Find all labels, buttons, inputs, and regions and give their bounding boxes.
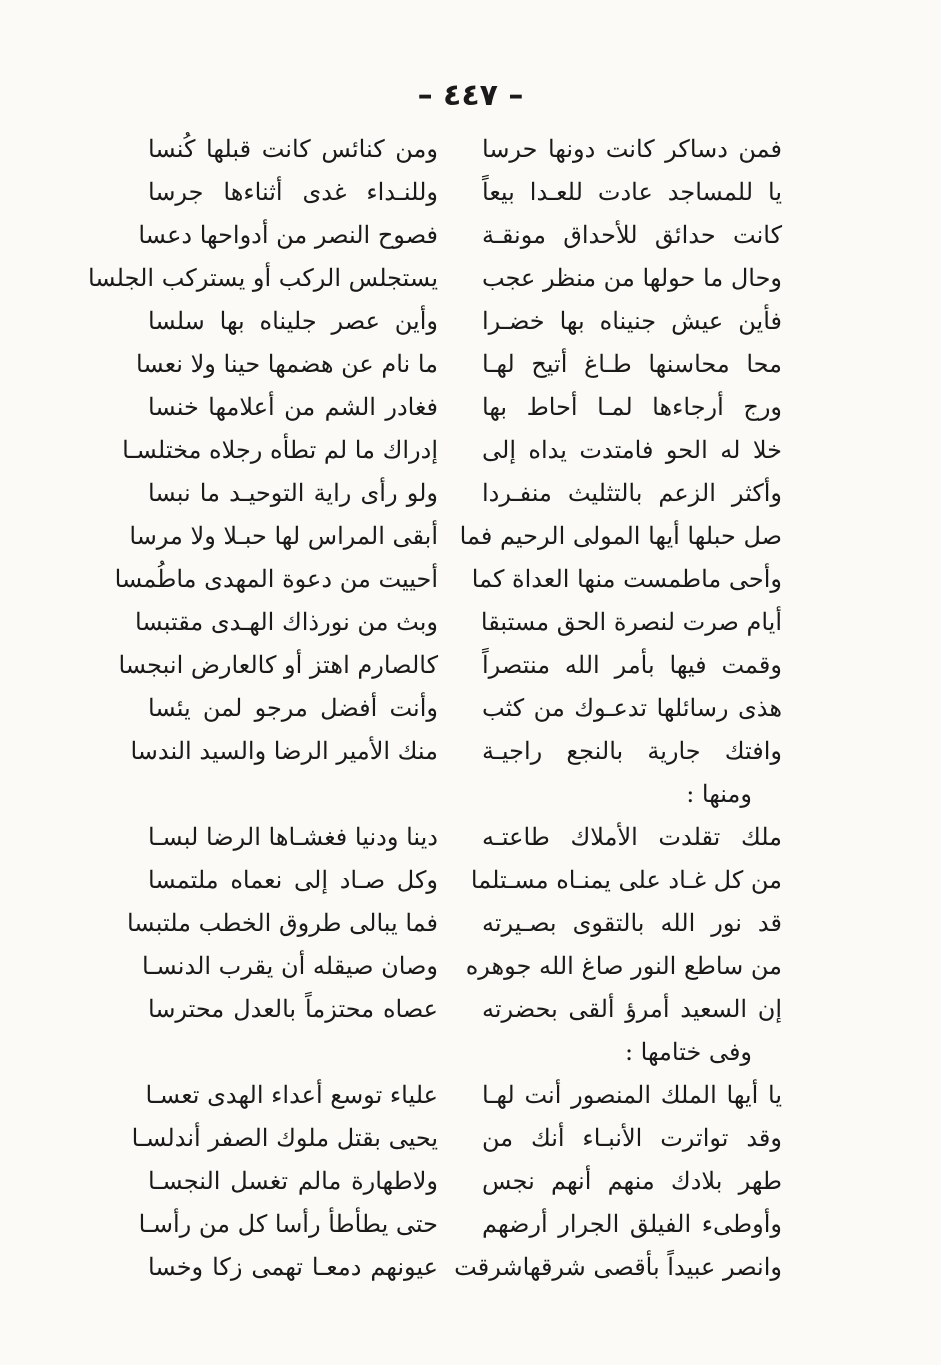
verse-line: من كل غـاد على يمنـاه مسـتلما [470, 866, 782, 894]
verse-line: أبقى المراس لها حبـلا ولا مرسا [129, 522, 438, 550]
verse-line: فمن دساكر كانت دونها حرسا [482, 135, 782, 163]
verse-line: وقد تواترت الأنبـاء أنك من [482, 1124, 782, 1152]
verse-line: فغادر الشم من أعلامها خنسا [148, 393, 438, 421]
verse-line: طهر بلادك منهم أنهم نجس [482, 1167, 782, 1195]
verse-line: قد نور الله بالتقوى بصـيرته [482, 909, 782, 937]
verse-line: ما نام عن هضمها حينا ولا نعسا [136, 350, 438, 378]
verse-line: إدراك ما لم تطأه رجلاه مختلسـا [122, 436, 438, 464]
verse-line: منك الأمير الرضا والسيد الندسا [130, 737, 438, 765]
verse-line: هذى رسائلها تدعـوك من كثب [482, 694, 782, 722]
verse-line: وبث من نورذاك الهـدى مقتبسا [135, 608, 438, 636]
verse-line: إن السعيد أمرؤ ألقى بحضرته [482, 995, 782, 1023]
verse-line: يا للمساجد عادت للعـدا بيعاً [482, 178, 782, 206]
verse-line: عيونهم دمعـا تهمى زكا وخسا [148, 1253, 438, 1281]
verse-line: فصوح النصر من أدواحها دعسا [138, 221, 438, 249]
verse-line: وأوطىء الفيلق الجرار أرضهم [482, 1210, 782, 1238]
verse-line: من ساطع النور صاغ الله جوهره [465, 952, 782, 980]
verse-line: وافتك جارية بالنجع راجيـة [482, 737, 782, 765]
verse-line: أيام صرت لنصرة الحق مستبقا [480, 608, 782, 636]
verse-line: ملك تقلدت الأملاك طاعتـه [482, 823, 782, 851]
verse-line: وكل صـاد إلى نعماه ملتمسا [148, 866, 438, 894]
verse-line: ورج أرجاءها لمـا أحاط بها [482, 393, 782, 421]
verse-line: حتى يطأطأ رأسا كل من رأسـا [138, 1210, 438, 1238]
verse-line: وقمت فيها بأمر الله منتصراً [482, 651, 782, 679]
verse-line: يستجلس الركب أو يستركب الجلسا [87, 264, 438, 292]
verse-line: محا محاسنها طـاغ أتيح لهـا [482, 350, 782, 378]
verse-line: وانصر عبيداً بأقصى شرقهاشرقت [454, 1253, 782, 1281]
verse-line: علياء توسع أعداء الهدى تعسـا [145, 1081, 438, 1109]
verse-line: كانت حدائق للأحداق مونقـة [482, 221, 782, 249]
verse-line: وصان صيقله أن يقرب الدنسـا [142, 952, 438, 980]
verse-line: ومن كنائس كانت قبلها كُنسا [148, 135, 438, 163]
verse-line: كالصارم اهتز أو كالعارض انبجسا [118, 651, 438, 679]
section-gap [148, 1031, 438, 1074]
section-header: ومنها : [686, 780, 752, 808]
right-column [454, 128, 782, 1289]
verse-line: أحييت من دعوة المهدى ماطُمسا [114, 565, 438, 593]
section-gap [148, 773, 438, 816]
verse-line: وأنت أفضل مرجو لمن يئسا [148, 694, 438, 722]
verse-line: ولو رأى راية التوحيـد ما نبسا [148, 479, 438, 507]
verse-line: خلا له الحو فامتدت يداه إلى [482, 436, 782, 464]
left-column [87, 128, 438, 1289]
verse-line: وللنـداء غدى أثناءها جرسا [148, 178, 438, 206]
verse-line: يا أيها الملك المنصور أنت لهـا [482, 1081, 782, 1109]
verse-line: وأكثر الزعم بالتثليث منفـردا [482, 479, 782, 507]
verse-line: وأحى ماطمست منها العداة كما [471, 565, 782, 593]
verse-line: فما يبالى طروق الخطب ملتبسا [126, 909, 438, 937]
verse-line: ولاطهارة مالم تغسل النجسـا [148, 1167, 438, 1195]
section-header: وفى ختامها : [624, 1038, 752, 1066]
page-number: – ٤٤٧ – [417, 78, 524, 113]
verse-line: دينا ودنيا فغشـاها الرضا لبسـا [148, 823, 438, 851]
verse-line: عصاه محتزماً بالعدل محترسا [148, 995, 438, 1023]
verse-line: وحال ما حولها من منظر عجب [482, 264, 782, 292]
verse-line: يحيى بقتل ملوك الصفر أندلسـا [131, 1124, 438, 1152]
verse-line: صل حبلها أيها المولى الرحيم فما [459, 522, 782, 550]
verse-line: فأين عيش جنيناه بها خضـرا [482, 307, 782, 335]
verse-line: وأين عصر جليناه بها سلسا [148, 307, 438, 335]
